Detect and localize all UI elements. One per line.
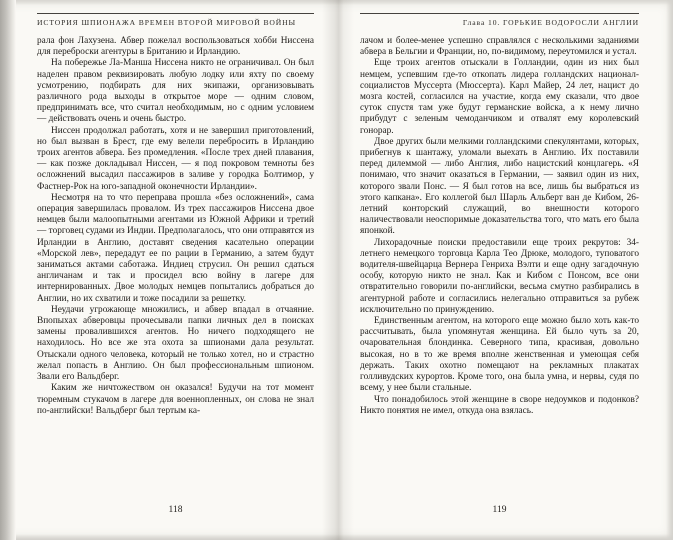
paragraph: Что понадобилось этой женщине в своре недоумков и подонков? Никто понятия не имел, откуда она взялась. [360, 394, 639, 416]
paragraph: Еще троих агентов отыскали в Голландии, один из них был немцем, успевшим где-то откопать лидера голландских национал-социалистов Муссерта (Мюссерта). Карл Майер, 24 лет, нацист до мозга костей, согласился на участие, когда ему сказали, что двое суток спустя там уже будут германские войска, а к нему лично прибудут с зеленым чемоданчиком и отвалят ему королевский гонорар. [360, 58, 639, 136]
paragraph: Несмотря на то что переправа прошла «без осложнений», сама операция завершилась провалом. Из трех пассажиров Ниссена двое немцев были малоопытными агентами из Южной Африки и третий — торговец судами из Индии. Предполагалось, что они отправятся из Ирландии в Англию, доставят сведения касательно операции «Морской лев», передадут ее по рации в Германию, а затем будут заниматься актами саботажа. Индиец струсил. Он решил сдаться англичанам и так и просидел всю войну в лагере для интернированных. Двое молодых немцев попытались добраться до Англии, но их схватили и тоже посадили за решетку. [37, 192, 314, 304]
paragraph: Ниссен продолжал работать, хотя и не завершил приготовлений, но был вызван в Брест, где ему велели перебросить в Ирландию троих агентов абвера. Без промедления. «После трех дней плавания, — как позже докладывал Ниссен, — я под покровом темноты без осложнений высадил пассажиров в заливе у городка Болтимор, у Фастнер-Рок на юго-западной оконечности Ирландии». [37, 125, 314, 192]
paragraph: лачом и более-менее успешно справлялся с несколькими заданиями абвера в Бельгии и Франции, но, по-видимому, переутомился и устал. [360, 36, 639, 58]
paragraph: рала фон Лахузена. Абвер пожелал воспользоваться хобби Ниссена для переброски агентуры в Британию и Ирландию. [37, 36, 314, 58]
page-right-body [360, 36, 639, 417]
paragraph: На побережье Ла-Манша Ниссена никто не ограничивал. Он был наделен правом реквизировать любую лодку или яхту по своему усмотрению, подбирать для них экипажи, организовывать различного рода выходы в открытое море — одним словом, предпринимать все, что считал необходимым, но с одним условием — действовать очень и очень быстро. [37, 58, 314, 125]
paragraph: Неудачи угрожающе множились, и абвер впадал в отчаяние. Впопыхах абверовцы прочесывали папки личных дел в поисках замены провалившихся агентов. Но ничего подходящего не находилось. Но все же эта охота за шпионами дала результат. Отыскали одного человека, который не только хотел, но и страстно желал попасть в Англию. Он был профессиональным шпионом. Звали его Вальдберг. [37, 304, 314, 383]
paragraph: Каким же ничтожеством он оказался! Будучи на тот момент тюремным стукачом в лагере для военнопленных, он слова не знал по-английски! Вальдберг был тертым ка- [37, 383, 314, 416]
page-left-body [37, 36, 314, 417]
running-head-left: ИСТОРИЯ ШПИОНАЖА ВРЕМЕН ВТОРОЙ МИРОВОЙ ВОЙНЫ [37, 13, 314, 27]
scan-edge-right [666, 0, 673, 540]
page-left [37, 13, 314, 417]
page-gutter [322, 0, 354, 540]
scan-edge-left [0, 0, 16, 540]
running-head-right: Глава 10. ГОРЬКИЕ ВОДОРОСЛИ АНГЛИИ [360, 13, 639, 27]
page-number-left: 118 [168, 505, 183, 515]
page-number-right: 119 [492, 505, 507, 515]
paragraph: Двое других были мелкими голландскими спекулянтами, которых, прибегнув к шантажу, уломали выехать в Англию. Их поставили перед дилеммой — либо Англия, либо нацистский концлагерь. «Я понимаю, что значит оказаться в Германии, — заявил один из них, которого звали Понс. — Я был готов на все, лишь бы выбраться из этого капкана». Его коллегой был Шарль Альберт ван де Кибом, 26-летний конторский служащий, во внешности которого наличествовали неоспоримые доказательства того, что мать его была японкой. [360, 136, 639, 237]
paragraph: Лихорадочные поиски предоставили еще троих рекрутов: 34-летнего немецкого торговца Карла Тео Дрюке, молодого, туповатого водителя-швейцарца Вернера Генриха Вэлти и еще одну загадочную особу, которую никто не знал. Как и Кибом с Понсом, все они отвратительно говорили по-английски, весьма смутно разбирались в агентурной работе и согласились нелегально отправиться за рубеж исключительно по принуждению. [360, 237, 639, 315]
paragraph: Единственным агентом, на которого еще можно было хоть как-то рассчитывать, была упомянутая женщина. Ей было чуть за 20, очаровательная блондинка. Северного типа, красивая, довольно высокая, но в то же время вполне женственная и умеющая себя держать. Таких охотно помещают на рекламных плакатах голливудских курортов. Кроме того, она была умна, и нервы, судя по всему, у нее были стальные. [360, 316, 639, 394]
page-right [360, 13, 639, 417]
